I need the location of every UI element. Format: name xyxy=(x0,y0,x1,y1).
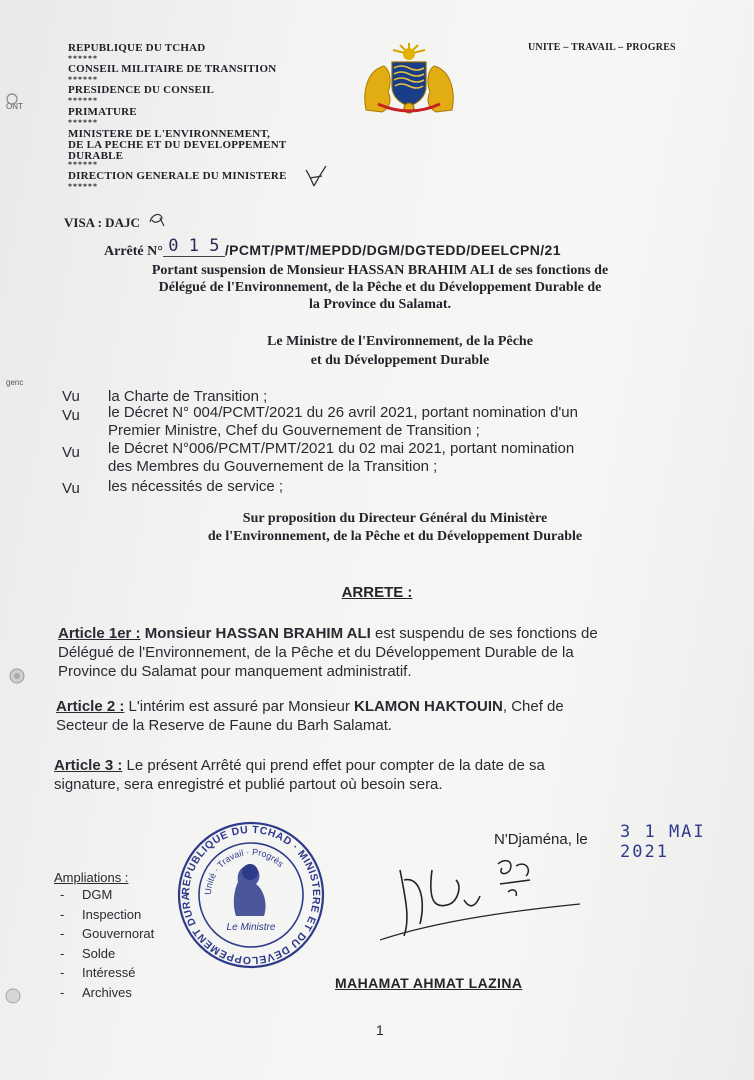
header-stars: ****** xyxy=(68,118,98,127)
article-text: Délégué de l'Environnement, de la Pêche et du Développement Durable de la xyxy=(58,644,574,661)
vu-item xyxy=(108,440,708,476)
ampliation-text: - xyxy=(60,945,65,961)
handwritten-signature-icon xyxy=(380,840,580,950)
article-text: Province du Salamat pour manquement administratif. xyxy=(58,663,412,680)
header-ministry-2: DE LA PECHE ET DU DEVELOPPEMENT xyxy=(68,139,287,151)
initial-signature-icon xyxy=(302,164,330,190)
article-text: Le présent Arrêté qui prend effet pour compter de la date de sa xyxy=(122,757,545,774)
hole-punch-mark-icon xyxy=(4,92,20,106)
subject-line: Délégué de l'Environnement, de la Pêche et du Développement Durable de xyxy=(158,280,602,295)
ampliations-title: Ampliations : xyxy=(54,870,129,885)
page-number: 1 xyxy=(376,1022,384,1038)
header-primature: PRIMATURE xyxy=(68,106,137,118)
minister-title-line: et du Développement Durable xyxy=(310,353,490,368)
vu-item-line: Premier Ministre, Chef du Gouvernement de Transition ; xyxy=(108,422,480,439)
header-ministry-1: MINISTERE DE L'ENVIRONNEMENT, xyxy=(68,128,271,140)
header-stars: ****** xyxy=(68,160,98,169)
signatory-name: MAHAMAT AHMAT LAZINA xyxy=(335,975,523,991)
ampliation-text: DGM xyxy=(82,887,113,902)
header-stars: ****** xyxy=(68,96,98,105)
visa-initial-icon xyxy=(146,208,168,228)
ampliations-list xyxy=(60,885,154,1002)
header-stars: ****** xyxy=(68,182,98,191)
header-republic: REPUBLIQUE DU TCHAD xyxy=(68,42,206,54)
proposition-line: de l'Environnement, de la Pêche et du Développement Durable xyxy=(207,529,583,544)
ampliation-item xyxy=(60,924,154,944)
hole-punch-icon xyxy=(6,665,28,687)
stamp-center-text: Le Ministre xyxy=(226,922,276,933)
vu-item: les nécessités de service ; xyxy=(108,478,284,495)
ampliation-text: - xyxy=(60,906,65,922)
ampliation-item xyxy=(60,905,154,925)
vu-label: Vu xyxy=(62,444,80,461)
ampliation-text: - xyxy=(60,926,65,941)
article-2-name: KLAMON HAKTOUIN xyxy=(353,698,503,715)
date-stamp: 3 1 MAI 2021 xyxy=(620,822,706,862)
vu-label: Vu xyxy=(62,388,80,405)
header-cmt: CONSEIL MILITAIRE DE TRANSITION xyxy=(68,63,277,75)
vu-label: Vu xyxy=(62,480,80,497)
header-presidence: PRESIDENCE DU CONSEIL xyxy=(68,84,215,96)
arrete-subject xyxy=(60,262,700,313)
header-stars: ****** xyxy=(68,75,98,84)
arrete-suffix: /PCMT/PMT/MEPDD/DGM/DGTEDD/DEELCPN/21 xyxy=(224,242,561,258)
ampliation-item xyxy=(60,963,154,983)
proposition-line: Sur proposition du Directeur Général du Ministère xyxy=(242,511,548,526)
arrete-number-line xyxy=(104,236,561,261)
article-label: Article 1er : xyxy=(58,625,141,642)
vu-item-line: le Décret N° 004/PCMT/2021 du 26 avril 2021, portant nomination d'un xyxy=(108,404,578,421)
article-3 xyxy=(54,756,718,794)
hole-punch-lower-icon xyxy=(2,985,24,1007)
vu-item-line: le Décret N°006/PCMT/PMT/2021 du 02 mai 2021, portant nomination xyxy=(108,440,575,457)
ampliation-item xyxy=(60,944,154,964)
ampliation-text: Archives xyxy=(82,984,132,1000)
margin-note-mid: genc xyxy=(6,378,24,387)
place-date-label: N'Djaména, le xyxy=(494,831,588,848)
article-text: L'intérim est assuré par Monsieur xyxy=(124,698,354,715)
vu-item-line: des Membres du Gouvernement de la Transition ; xyxy=(108,458,438,475)
article-text: est suspendu de ses fonctions de xyxy=(370,625,598,642)
vu-item: la Charte de Transition ; xyxy=(108,388,268,405)
national-motto: UNITE – TRAVAIL – PROGRES xyxy=(528,42,676,53)
stamp-inner-text: Unité · Travail · Progrès xyxy=(202,846,286,896)
vu-item xyxy=(108,404,708,440)
article-2 xyxy=(56,697,716,735)
ampliation-text: Intéressé xyxy=(82,965,136,980)
coat-of-arms-icon xyxy=(358,40,460,118)
subject-line: la Province du Salamat. xyxy=(308,297,452,312)
stamp-outer-text: REPUBLIQUE DU TCHAD · MINISTERE ET DU DEVELOPPEMENT DURA xyxy=(179,823,323,967)
minister-title xyxy=(60,332,740,370)
ampliation-text: Solde xyxy=(82,945,116,961)
official-stamp-icon xyxy=(176,820,326,970)
margin-note-top: ONT xyxy=(6,102,23,111)
header-ministry-3: DURABLE xyxy=(68,150,124,162)
arrete-prefix: Arrêté N° xyxy=(104,244,163,259)
ampliation-item xyxy=(60,983,154,1003)
minister-title-line: Le Ministre de l'Environnement, de la Pêche xyxy=(267,334,533,349)
article-text: signature, sera enregistré et publié partout où besoin sera. xyxy=(54,776,443,793)
vu-label: Vu xyxy=(62,407,80,424)
article-label: Article 2 : xyxy=(56,698,125,715)
arrete-heading: ARRETE : xyxy=(341,584,413,601)
article-1 xyxy=(58,624,708,681)
ampliation-text: - xyxy=(60,965,65,980)
ampliation-text: Inspection xyxy=(82,906,142,922)
article-1-name: Monsieur HASSAN BRAHIM ALI xyxy=(144,625,371,642)
ampliation-text: - xyxy=(60,984,65,1000)
ampliation-text: - xyxy=(60,887,65,902)
ampliation-text: Gouvernorat xyxy=(82,926,155,941)
proposition xyxy=(50,510,740,546)
article-text: , Chef de xyxy=(502,698,564,715)
article-text: Secteur de la Reserve de Faune du Barh Salamat. xyxy=(56,717,393,734)
article-label: Article 3 : xyxy=(54,757,123,774)
ampliation-item xyxy=(60,885,154,905)
arrete-number-handwritten: 0 1 5 xyxy=(163,236,225,257)
subject-line: Portant suspension de Monsieur HASSAN BRAHIM ALI de ses fonctions de xyxy=(151,263,609,278)
header-direction: DIRECTION GENERALE DU MINISTERE xyxy=(68,170,287,182)
visa-line: VISA : DAJC xyxy=(64,215,140,230)
header-stars: ****** xyxy=(68,54,98,63)
